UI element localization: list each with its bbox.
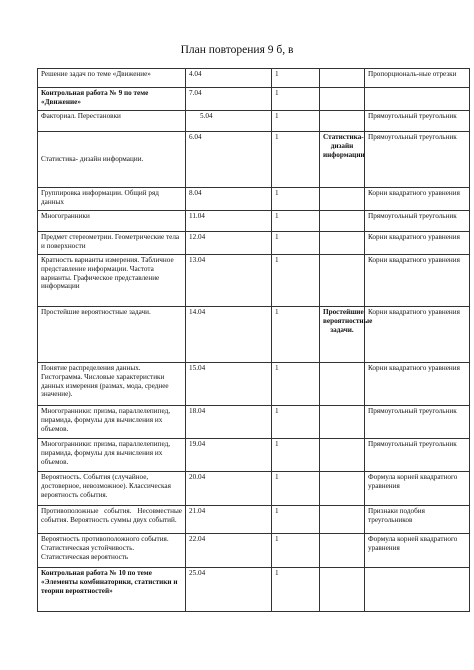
table-row <box>38 111 470 132</box>
topic-cell: Статистика- дизайн информации. <box>38 132 186 188</box>
table-row <box>38 307 470 363</box>
date-cell: 5.04 <box>186 111 272 132</box>
date-cell: 14.04 <box>186 307 272 363</box>
hours-cell: 1 <box>272 211 320 232</box>
date-cell: 15.04 <box>186 363 272 406</box>
topic-cell: Предмет стереометрии. Геометрические тела и поверхности <box>38 232 186 255</box>
date-cell: 13.04 <box>186 255 272 307</box>
repeat-topic-cell: Корни квадратного уравнения <box>365 188 470 211</box>
repeat-topic-cell: Прямоугольный треугольник <box>365 406 470 439</box>
date-cell: 11.04 <box>186 211 272 232</box>
side-note-cell <box>320 568 365 612</box>
table-row <box>38 406 470 439</box>
hours-cell: 1 <box>272 472 320 506</box>
repeat-topic-cell: Корни квадратного уравнения <box>365 232 470 255</box>
topic-cell: Противоположные события. Несовместные события. Вероятность суммы двух событий. <box>38 506 186 534</box>
topic-cell: Решение задач по теме «Движение» <box>38 69 186 88</box>
side-note-cell <box>320 111 365 132</box>
side-note-cell <box>320 211 365 232</box>
date-cell: 12.04 <box>186 232 272 255</box>
repeat-topic-cell <box>365 568 470 612</box>
repeat-topic-cell: Формула корней квадратного уравнения <box>365 472 470 506</box>
repeat-topic-cell: Корни квадратного уравнения <box>365 255 470 307</box>
topic-cell: Группировка информации. Общий ряд данных <box>38 188 186 211</box>
side-note-cell: Статистика-дизайн информации <box>320 132 365 188</box>
topic-cell: Контрольная работа № 9 по теме «Движение» <box>38 88 186 111</box>
repeat-topic-cell: Прямоугольный треугольник <box>365 132 470 188</box>
hours-cell: 1 <box>272 406 320 439</box>
table-row <box>38 439 470 472</box>
repeat-topic-cell: Прямоугольный треугольник <box>365 439 470 472</box>
repeat-topic-cell: Прямоугольный треугольник <box>365 211 470 232</box>
side-note-cell <box>320 506 365 534</box>
repeat-topic-cell: Признаки подобия треугольников <box>365 506 470 534</box>
table-row <box>38 255 470 307</box>
repeat-topic-cell <box>365 88 470 111</box>
table-row <box>38 188 470 211</box>
hours-cell: 1 <box>272 69 320 88</box>
table-row <box>38 69 470 88</box>
topic-cell: Кратность варианты измерения. Табличное представление информации. Частота варианты. Графическое представление информации <box>38 255 186 307</box>
side-note-cell <box>320 406 365 439</box>
table-row <box>38 472 470 506</box>
topic-cell: Многогранники <box>38 211 186 232</box>
table-row <box>38 568 470 612</box>
hours-cell: 1 <box>272 506 320 534</box>
topic-cell: Факториал. Перестановки <box>38 111 186 132</box>
date-cell: 4.04 <box>186 69 272 88</box>
table-row <box>38 363 470 406</box>
hours-cell: 1 <box>272 88 320 111</box>
side-note-cell <box>320 439 365 472</box>
topic-cell: Вероятность. События (случайное, достоверное, невозможное). Классическая вероятность события. <box>38 472 186 506</box>
date-cell: 7.04 <box>186 88 272 111</box>
hours-cell: 1 <box>272 255 320 307</box>
side-note-cell <box>320 255 365 307</box>
table-row <box>38 506 470 534</box>
side-note-cell <box>320 232 365 255</box>
topic-cell: Многогранники: призма, параллелепипед, пирамида, формулы для вычисления их объемов. <box>38 439 186 472</box>
hours-cell: 1 <box>272 188 320 211</box>
side-note-cell <box>320 69 365 88</box>
repeat-topic-cell: Корни квадратного уравнения <box>365 307 470 363</box>
repeat-topic-cell: Прямоугольный треугольник <box>365 111 470 132</box>
hours-cell: 1 <box>272 568 320 612</box>
date-cell: 8.04 <box>186 188 272 211</box>
side-note-cell <box>320 188 365 211</box>
date-cell: 25.04 <box>186 568 272 612</box>
side-note-cell <box>320 472 365 506</box>
date-cell: 6.04 <box>186 132 272 188</box>
hours-cell: 1 <box>272 111 320 132</box>
repeat-topic-cell: Корни квадратного уравнения <box>365 363 470 406</box>
hours-cell: 1 <box>272 132 320 188</box>
table-row <box>38 132 470 188</box>
topic-cell: Простейшие вероятностные задачи. <box>38 307 186 363</box>
topic-cell: Понятие распределения данных. Гистограмма. Числовые характеристики данных измерения (размах, мода, среднее значение). <box>38 363 186 406</box>
date-cell: 18.04 <box>186 406 272 439</box>
repeat-topic-cell: Формула корней квадратного уравнения <box>365 534 470 568</box>
side-note-cell <box>320 88 365 111</box>
page-title: План повторения 9 б, в <box>180 44 294 56</box>
topic-cell: Контрольная работа № 10 по теме «Элементы комбинаторики, статистики и теории вероятностей» <box>38 568 186 612</box>
table-row <box>38 211 470 232</box>
side-note-cell <box>320 363 365 406</box>
date-cell: 20.04 <box>186 472 272 506</box>
topic-cell: Вероятность противоположного события. Статистическая устойчивость. Статистическая вероятность <box>38 534 186 568</box>
date-cell: 22.04 <box>186 534 272 568</box>
hours-cell: 1 <box>272 534 320 568</box>
date-cell: 19.04 <box>186 439 272 472</box>
date-cell: 21.04 <box>186 506 272 534</box>
hours-cell: 1 <box>272 363 320 406</box>
hours-cell: 1 <box>272 439 320 472</box>
side-note-cell: Простейшие вероятностные задачи. <box>320 307 365 363</box>
side-note-cell <box>320 534 365 568</box>
repetition-plan-table <box>37 68 470 612</box>
hours-cell: 1 <box>272 232 320 255</box>
repeat-topic-cell: Пропорциональ-ные отрезки <box>365 69 470 88</box>
table-row <box>38 534 470 568</box>
hours-cell: 1 <box>272 307 320 363</box>
table-row <box>38 232 470 255</box>
table-row <box>38 88 470 111</box>
topic-cell: Многогранники: призма, параллелепипед, пирамида, формулы для вычисления их объемов. <box>38 406 186 439</box>
